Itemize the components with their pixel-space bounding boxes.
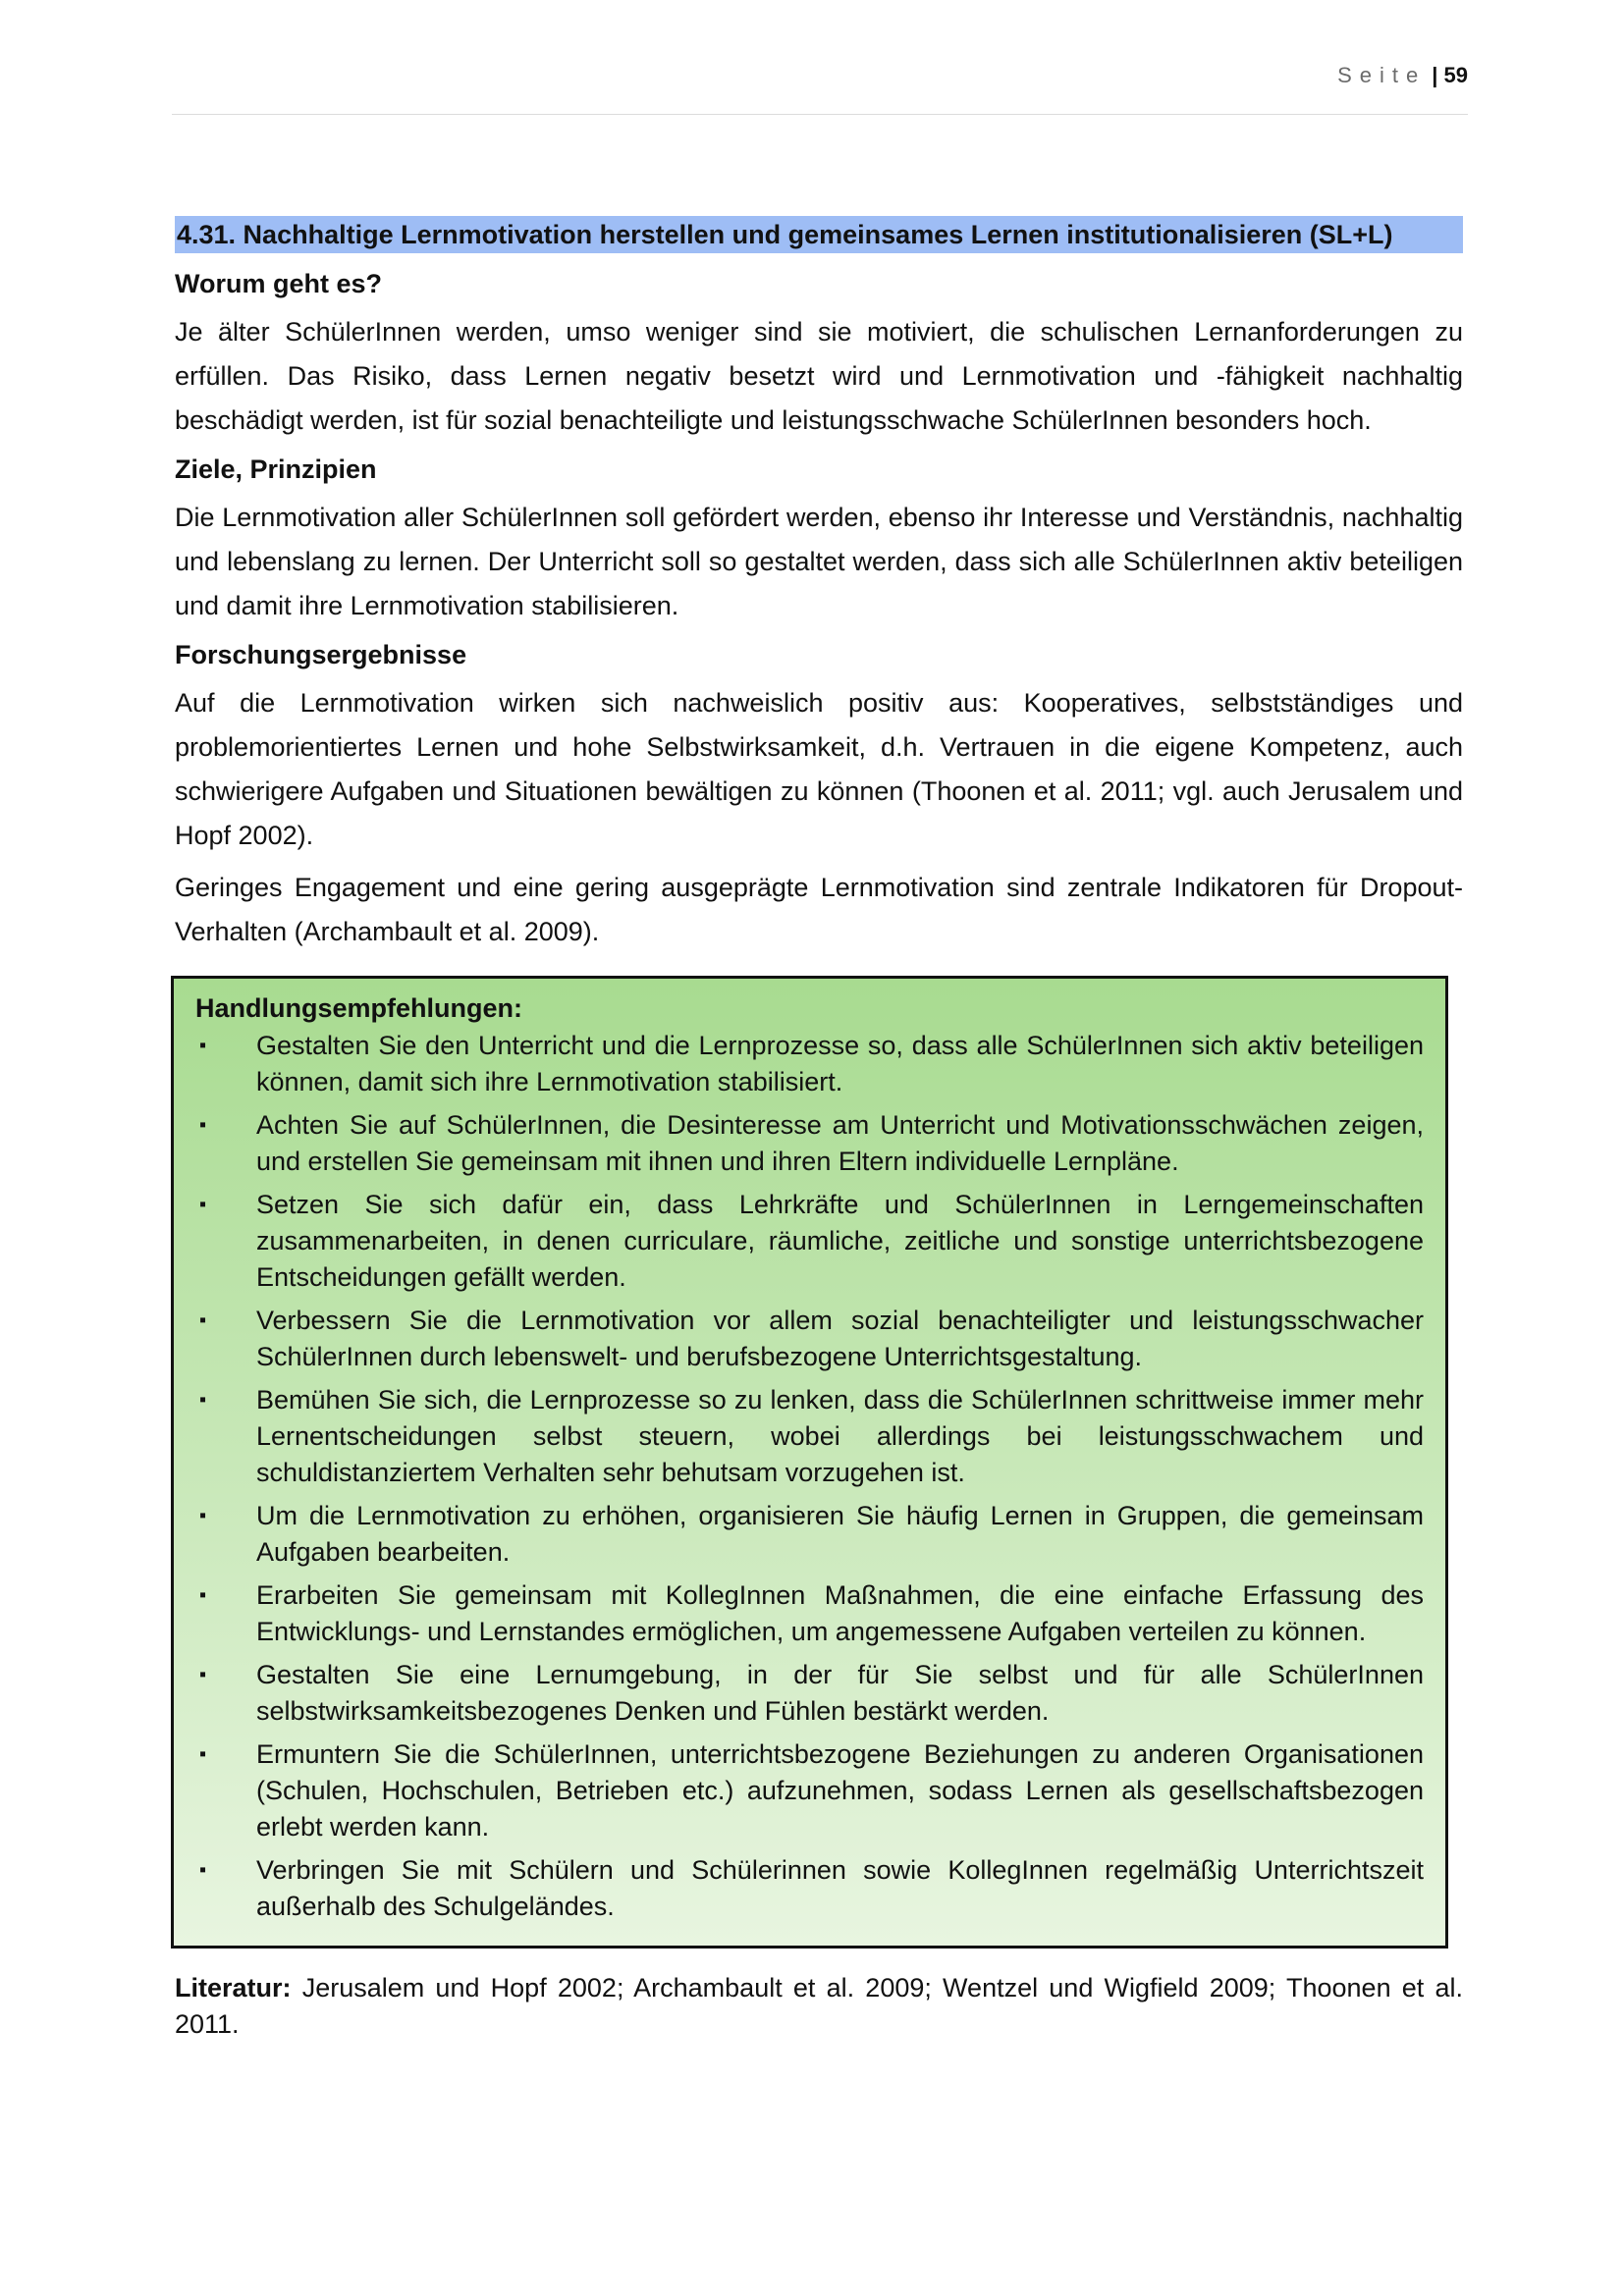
square-bullet-icon: ▪: [199, 1859, 207, 1881]
list-item: [195, 1657, 1424, 1730]
recommendations-list: [195, 1028, 1424, 1925]
subheading-forschung: Forschungsergebnisse: [175, 640, 467, 669]
page-number: | 59: [1432, 63, 1468, 87]
list-item: [195, 1382, 1424, 1491]
square-bullet-icon: ▪: [199, 1664, 207, 1685]
list-item-text: Verbessern Sie die Lernmotivation vor allem sozial benachteiligter und leistungsschwacher SchülerInnen durch lebenswelt- und berufsbezogene Unterrichtsgestaltung.: [256, 1306, 1424, 1371]
paragraph-worum: Je älter SchülerInnen werden, umso weniger sind sie motiviert, die schulischen Lernanforderungen zu erfüllen. Das Risiko, dass Lernen negativ besetzt wird und Lernmotivation und -fähigkeit nachhaltig beschädigt werden, ist für sozial benachteiligte und leistungsschwache SchülerInnen besonders hoch.: [175, 317, 1463, 435]
list-item: [195, 1107, 1424, 1180]
paragraph-forschung-2: Geringes Engagement und eine gering ausgeprägte Lernmotivation sind zentrale Indikatoren für Dropout-Verhalten (Archambault et al. 2009).: [175, 873, 1463, 946]
literature-label: Literatur:: [175, 1973, 292, 2002]
list-item: [195, 1577, 1424, 1650]
list-item-text: Gestalten Sie den Unterricht und die Lernprozesse so, dass alle SchülerInnen sich aktiv beteiligen können, damit sich ihre Lernmotivation stabilisiert.: [256, 1031, 1424, 1096]
square-bullet-icon: ▪: [199, 1194, 207, 1215]
section-title: 4.31. Nachhaltige Lernmotivation herstellen und gemeinsames Lernen institutionalisieren (SL+L): [175, 216, 1463, 253]
literature-text: Jerusalem und Hopf 2002; Archambault et al. 2009; Wentzel und Wigfield 2009; Thoonen et al. 2011.: [175, 1973, 1463, 2039]
literature-reference: [175, 1970, 1463, 2043]
list-item-text: Verbringen Sie mit Schülern und Schülerinnen sowie KollegInnen regelmäßig Unterrichtszeit außerhalb des Schulgeländes.: [256, 1855, 1424, 1921]
square-bullet-icon: ▪: [199, 1584, 207, 1606]
square-bullet-icon: ▪: [199, 1035, 207, 1056]
list-item-text: Setzen Sie sich dafür ein, dass Lehrkräfte und SchülerInnen in Lerngemeinschaften zusammenarbeiten, in denen curriculare, räumliche, zeitliche und sonstige unterrichtsbezogene Entscheidungen gefällt werden.: [256, 1190, 1424, 1292]
list-item: [195, 1303, 1424, 1375]
list-item: [195, 1852, 1424, 1925]
square-bullet-icon: ▪: [199, 1743, 207, 1765]
list-item-text: Gestalten Sie eine Lernumgebung, in der für Sie selbst und für alle SchülerInnen selbstwirksamkeitsbezogenes Denken und Fühlen bestärkt werden.: [256, 1660, 1424, 1726]
list-item: [195, 1028, 1424, 1100]
page-content: [175, 216, 1463, 2043]
paragraph-forschung-1: Auf die Lernmotivation wirken sich nachweislich positiv aus: Kooperatives, selbstständiges und problemorientiertes Lernen und hohe Selbstwirksamkeit, d.h. Vertrauen in die eigene Kompetenz, auch schwierigere Aufgaben und Situationen bewältigen zu können (Thoonen et al. 2011; vgl. auch Jerusalem und Hopf 2002).: [175, 688, 1463, 850]
subheading-ziele: Ziele, Prinzipien: [175, 454, 377, 484]
square-bullet-icon: ▪: [199, 1389, 207, 1411]
list-item-text: Erarbeiten Sie gemeinsam mit KollegInnen Maßnahmen, die eine einfache Erfassung des Entwicklungs- und Lernstandes ermöglichen, um angemessene Aufgaben verteilen zu können.: [256, 1580, 1424, 1646]
paragraph-ziele: Die Lernmotivation aller SchülerInnen soll gefördert werden, ebenso ihr Interesse und Verständnis, nachhaltig und lebenslang zu lernen. Der Unterricht soll so gestaltet werden, dass sich alle SchülerInnen aktiv beteiligen und damit ihre Lernmotivation stabilisieren.: [175, 503, 1463, 620]
recommendations-box: [171, 976, 1448, 1949]
list-item-text: Bemühen Sie sich, die Lernprozesse so zu lenken, dass die SchülerInnen schrittweise immer mehr Lernentscheidungen selbst steuern, wobei allerdings bei leistungsschwachem und schuldistanziertem Verhalten sehr behutsam vorzugehen ist.: [256, 1385, 1424, 1487]
list-item: [195, 1736, 1424, 1845]
square-bullet-icon: ▪: [199, 1114, 207, 1136]
header-divider: [172, 114, 1468, 115]
square-bullet-icon: ▪: [199, 1309, 207, 1331]
page-header: [172, 63, 1468, 88]
list-item-text: Um die Lernmotivation zu erhöhen, organisieren Sie häufig Lernen in Gruppen, die gemeinsam Aufgaben bearbeiten.: [256, 1501, 1424, 1567]
list-item: [195, 1187, 1424, 1296]
subheading-worum: Worum geht es?: [175, 269, 383, 298]
recommendations-title: Handlungsempfehlungen:: [195, 993, 522, 1023]
list-item-text: Ermuntern Sie die SchülerInnen, unterrichtsbezogene Beziehungen zu anderen Organisationen (Schulen, Hochschulen, Betrieben etc.) aufzunehmen, sodass Lernen als gesellschaftsbezogen erlebt werden kann.: [256, 1739, 1424, 1842]
square-bullet-icon: ▪: [199, 1505, 207, 1526]
list-item-text: Achten Sie auf SchülerInnen, die Desinteresse am Unterricht und Motivationsschwächen zeigen, und erstellen Sie gemeinsam mit ihnen und ihren Eltern individuelle Lernpläne.: [256, 1110, 1424, 1176]
header-seite-label: Seite: [1337, 63, 1427, 87]
list-item: [195, 1498, 1424, 1571]
